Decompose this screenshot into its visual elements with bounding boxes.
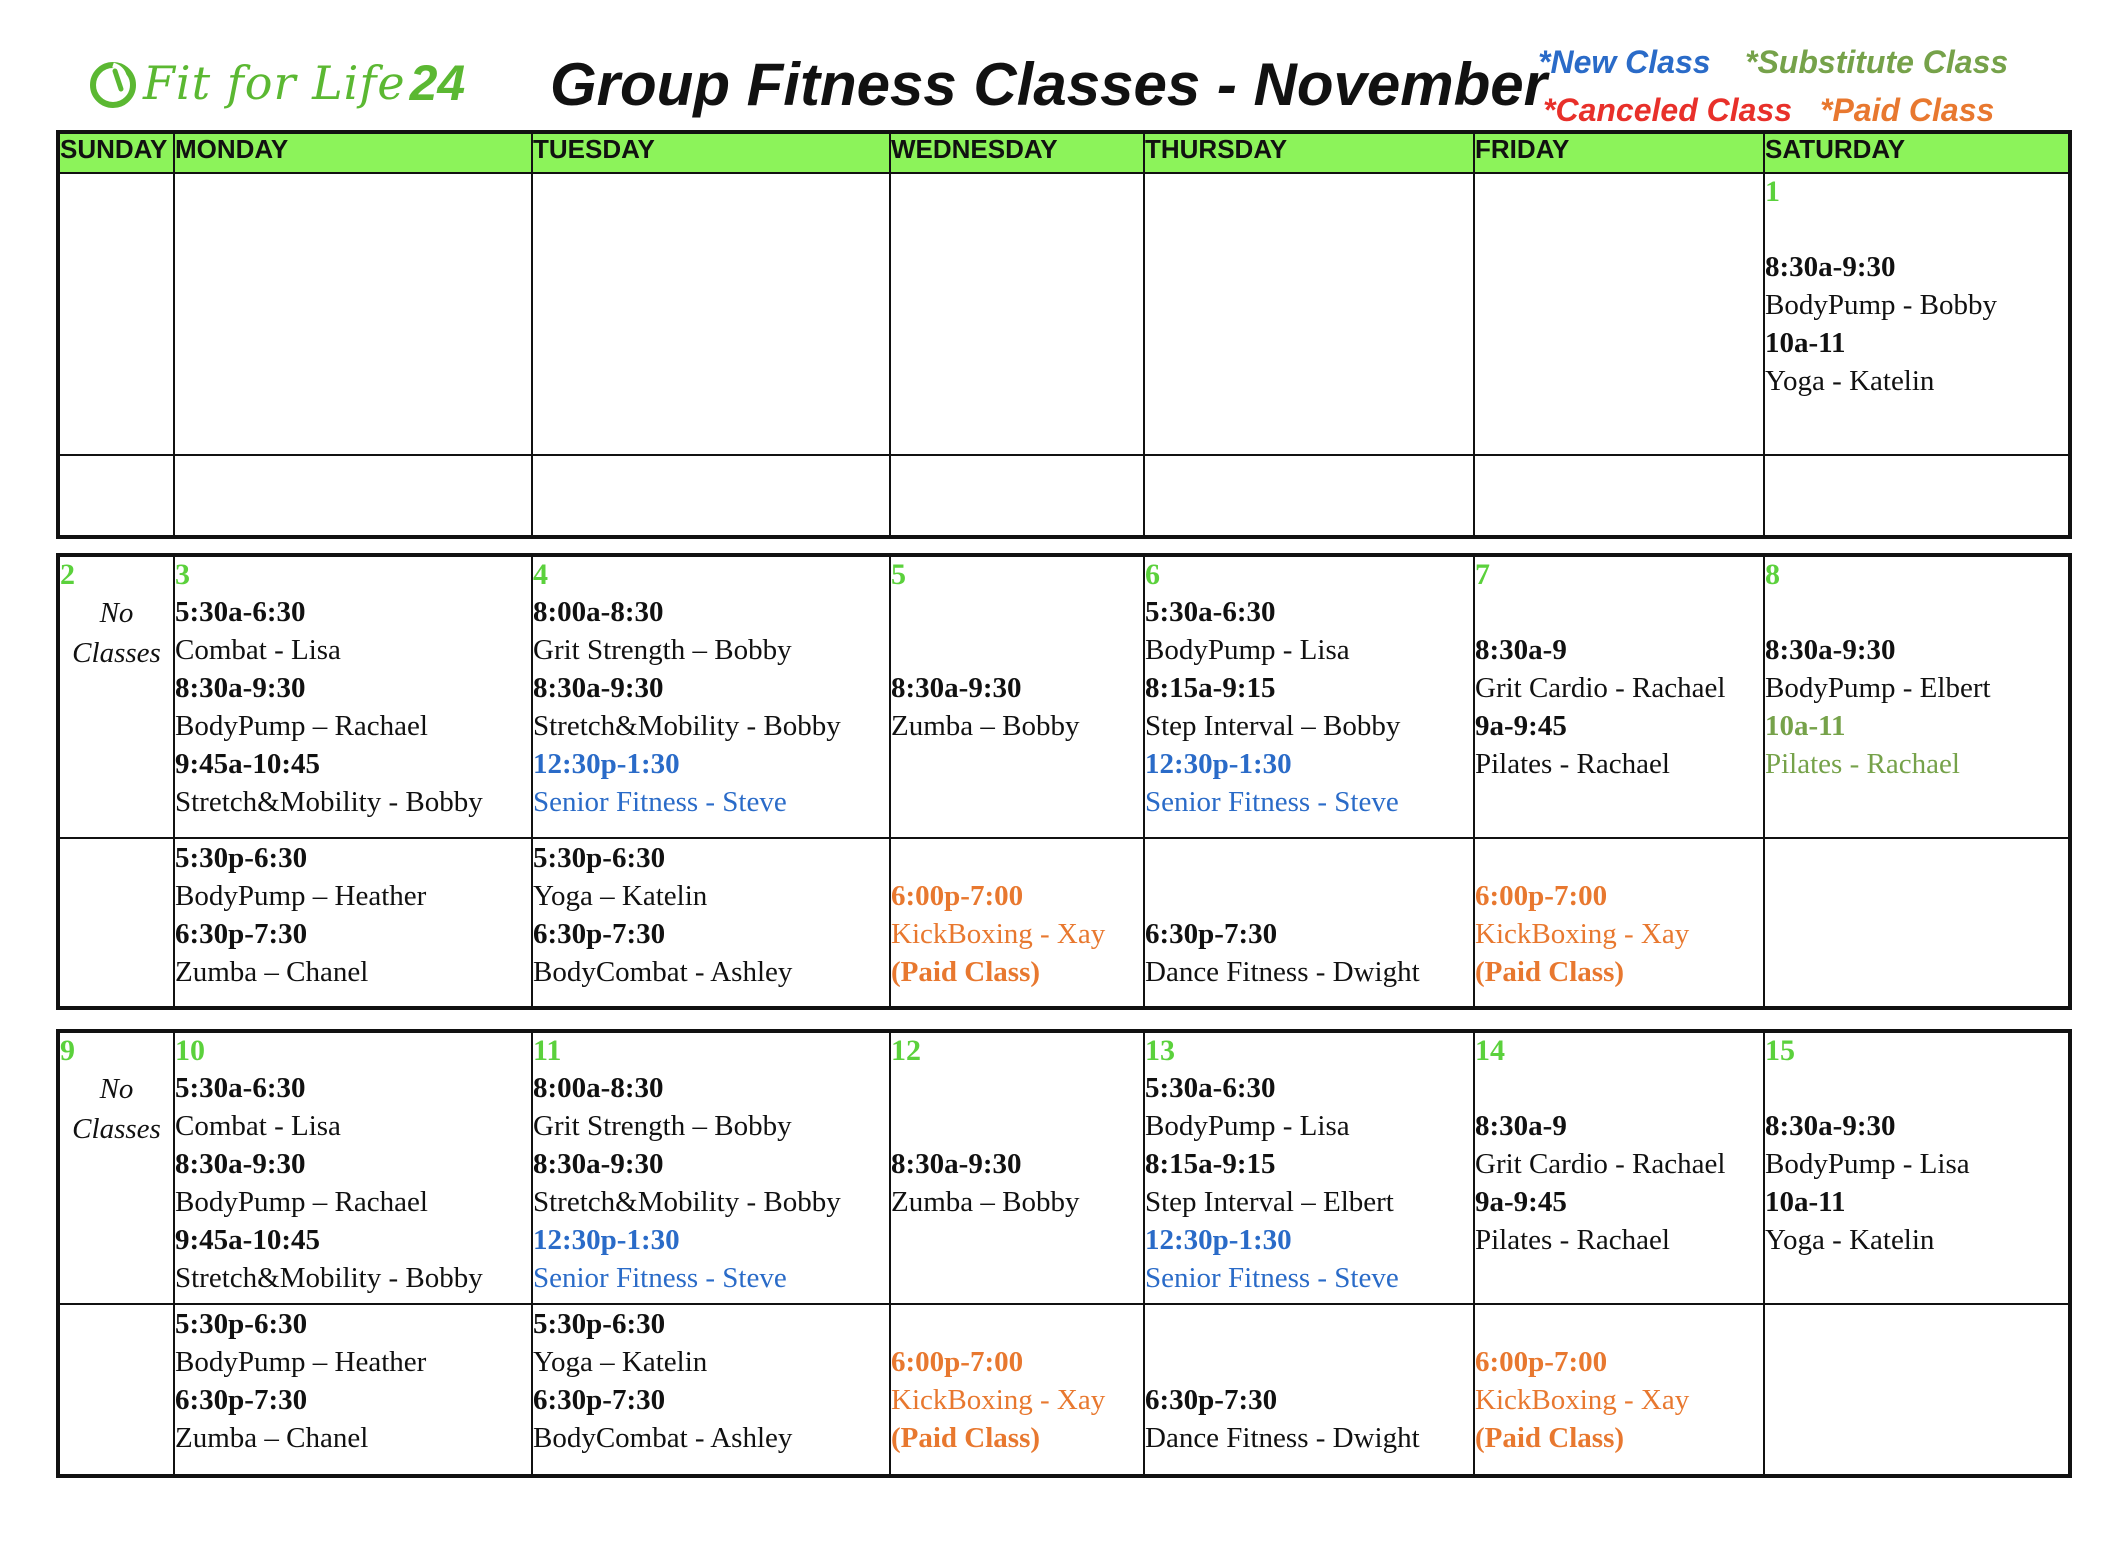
class-name: Zumba – Bobby xyxy=(891,710,1080,742)
week-1-morning-row xyxy=(58,173,2070,455)
class-name: Grit Cardio - Rachael xyxy=(1475,672,1726,704)
day-cell-nov-11 xyxy=(532,1031,890,1304)
class-time: 8:15a-9:15 xyxy=(1145,1148,1276,1180)
class-time: 9:45a-10:45 xyxy=(175,1224,320,1256)
no-classes-note: No Classes xyxy=(72,597,161,669)
class-time: 6:30p-7:30 xyxy=(175,918,308,950)
class-name: Zumba – Chanel xyxy=(175,1422,369,1454)
class-name: Grit Cardio - Rachael xyxy=(1475,1148,1726,1180)
day-cell-nov-9 xyxy=(58,1031,174,1304)
class-name: Zumba – Bobby xyxy=(891,1186,1080,1218)
class-name: BodyCombat - Ashley xyxy=(533,956,793,988)
class-name: KickBoxing - Xay xyxy=(1475,918,1690,950)
date-number: 11 xyxy=(533,1034,562,1067)
class-name: Combat - Lisa xyxy=(175,1110,341,1142)
header-wednesday: WEDNESDAY xyxy=(890,132,1144,173)
class-name: BodyCombat - Ashley xyxy=(533,1422,793,1454)
class-name: BodyPump – Heather xyxy=(175,880,427,912)
day-cell-nov-6 xyxy=(1144,555,1474,838)
date-number: 12 xyxy=(891,1034,921,1067)
header-sunday: SUNDAY xyxy=(58,132,174,173)
header-monday: MONDAY xyxy=(174,132,532,173)
evening-cell-nov-7 xyxy=(1474,838,1764,1008)
class-time: 6:00p-7:00 xyxy=(1475,1346,1608,1378)
page-title: Group Fitness Classes - November xyxy=(550,51,1547,118)
class-name: Senior Fitness - Steve xyxy=(1145,1262,1399,1294)
class-name: Combat - Lisa xyxy=(175,634,341,666)
class-time: 6:00p-7:00 xyxy=(891,880,1024,912)
day-cell-nov-12 xyxy=(890,1031,1144,1304)
class-time: 9a-9:45 xyxy=(1475,1186,1567,1218)
logo-number: 24 xyxy=(409,55,466,111)
class-name: BodyPump – Heather xyxy=(175,1346,427,1378)
date-number: 4 xyxy=(533,558,548,591)
evening-cell-nov-6 xyxy=(1144,838,1474,1008)
day-cell xyxy=(58,173,174,455)
page-header xyxy=(0,0,2128,130)
day-cell-nov-5 xyxy=(890,555,1144,838)
class-name: Pilates - Rachael xyxy=(1765,748,1960,780)
class-name: KickBoxing - Xay xyxy=(891,918,1106,950)
date-number: 3 xyxy=(175,558,190,591)
date-number: 13 xyxy=(1145,1034,1175,1067)
header-thursday: THURSDAY xyxy=(1144,132,1474,173)
class-time: 6:30p-7:30 xyxy=(1145,1384,1278,1416)
class-time: 5:30a-6:30 xyxy=(175,1072,306,1104)
day-cell-nov-3 xyxy=(174,555,532,838)
class-time: 12:30p-1:30 xyxy=(533,1224,680,1256)
day-cell-nov-7 xyxy=(1474,555,1764,838)
date-number: 10 xyxy=(175,1034,205,1067)
class-time: 8:00a-8:30 xyxy=(533,1072,664,1104)
class-time: 8:30a-9:30 xyxy=(891,1148,1022,1180)
day-cell-nov-2 xyxy=(58,555,174,838)
class-time: 5:30a-6:30 xyxy=(1145,1072,1276,1104)
class-name: Yoga - Katelin xyxy=(1765,365,1935,397)
class-name: Dance Fitness - Dwight xyxy=(1145,1422,1420,1454)
class-name: Yoga - Katelin xyxy=(1765,1224,1935,1256)
logo xyxy=(85,48,465,118)
class-name: Senior Fitness - Steve xyxy=(1145,786,1399,818)
evening-cell-nov-4 xyxy=(532,838,890,1008)
class-name: Stretch&Mobility - Bobby xyxy=(175,786,483,818)
class-name: Yoga – Katelin xyxy=(533,880,708,912)
class-time: 5:30a-6:30 xyxy=(175,596,306,628)
class-name: BodyPump - Lisa xyxy=(1765,1148,1970,1180)
evening-cell-nov-11 xyxy=(532,1304,890,1476)
day-cell-nov-8 xyxy=(1764,555,2070,838)
week-1-evening-row xyxy=(58,455,2070,537)
week-3-table xyxy=(56,1029,2072,1478)
class-name: Zumba – Chanel xyxy=(175,956,369,988)
class-time: 6:30p-7:30 xyxy=(1145,918,1278,950)
class-time: 9a-9:45 xyxy=(1475,710,1567,742)
paid-class-note: (Paid Class) xyxy=(891,1422,1041,1454)
class-name: Step Interval – Bobby xyxy=(1145,710,1401,742)
header-tuesday: TUESDAY xyxy=(532,132,890,173)
class-time: 10a-11 xyxy=(1765,327,1846,359)
class-time: 8:30a-9:30 xyxy=(1765,1110,1896,1142)
class-name: KickBoxing - Xay xyxy=(891,1384,1106,1416)
class-time: 8:30a-9:30 xyxy=(533,1148,664,1180)
class-time: 5:30a-6:30 xyxy=(1145,596,1276,628)
class-time: 6:00p-7:00 xyxy=(891,1346,1024,1378)
class-time: 6:30p-7:30 xyxy=(533,1384,666,1416)
class-name: Step Interval – Elbert xyxy=(1145,1186,1394,1218)
date-number: 7 xyxy=(1475,558,1490,591)
date-number: 15 xyxy=(1765,1034,1795,1067)
class-time: 12:30p-1:30 xyxy=(1145,1224,1292,1256)
class-name: Senior Fitness - Steve xyxy=(533,786,787,818)
class-time: 6:30p-7:30 xyxy=(533,918,666,950)
date-number: 8 xyxy=(1765,558,1780,591)
class-name: Stretch&Mobility - Bobby xyxy=(175,1262,483,1294)
day-cell xyxy=(174,173,532,455)
class-time: 8:30a-9:30 xyxy=(175,1148,306,1180)
class-name: Dance Fitness - Dwight xyxy=(1145,956,1420,988)
legend-paid-class: *Paid Class xyxy=(1820,92,1995,128)
class-name: BodyPump - Elbert xyxy=(1765,672,1991,704)
class-time: 10a-11 xyxy=(1765,1186,1846,1218)
class-name: BodyPump - Lisa xyxy=(1145,634,1350,666)
day-cell xyxy=(1764,838,2070,1008)
day-cell xyxy=(890,173,1144,455)
day-cell xyxy=(532,173,890,455)
class-name: Grit Strength – Bobby xyxy=(533,634,792,666)
class-time: 8:30a-9 xyxy=(1475,1110,1567,1142)
evening-cell-nov-3 xyxy=(174,838,532,1008)
header-saturday: SATURDAY xyxy=(1764,132,2070,173)
legend-substitute-class: *Substitute Class xyxy=(1745,44,2009,80)
class-name: BodyPump - Lisa xyxy=(1145,1110,1350,1142)
class-time: 5:30p-6:30 xyxy=(175,1308,308,1340)
logo-swirl-icon xyxy=(85,55,141,111)
class-time: 8:30a-9:30 xyxy=(1765,634,1896,666)
week-3-evening-row xyxy=(58,1304,2070,1476)
date-number: 1 xyxy=(1765,175,1780,208)
class-time: 8:15a-9:15 xyxy=(1145,672,1276,704)
evening-cell-nov-5 xyxy=(890,838,1144,1008)
no-classes-note: No Classes xyxy=(72,1073,161,1145)
header-friday: FRIDAY xyxy=(1474,132,1764,173)
day-cell-nov-15 xyxy=(1764,1031,2070,1304)
day-cell-nov-4 xyxy=(532,555,890,838)
date-number: 6 xyxy=(1145,558,1160,591)
date-number: 2 xyxy=(60,558,75,591)
class-name: Grit Strength – Bobby xyxy=(533,1110,792,1142)
week-2-morning-row xyxy=(58,555,2070,838)
class-time: 6:00p-7:00 xyxy=(1475,880,1608,912)
day-cell xyxy=(58,1304,174,1476)
class-time: 5:30p-6:30 xyxy=(533,842,666,874)
class-time: 12:30p-1:30 xyxy=(1145,748,1292,780)
legend-new-class: *New Class xyxy=(1538,44,1711,80)
week-2-table xyxy=(56,553,2072,1010)
week-2-evening-row xyxy=(58,838,2070,1008)
class-name: BodyPump - Bobby xyxy=(1765,289,1998,321)
legend-canceled-class: *Canceled Class xyxy=(1543,92,1793,128)
class-name: KickBoxing - Xay xyxy=(1475,1384,1690,1416)
day-cell-nov-10 xyxy=(174,1031,532,1304)
class-time: 8:30a-9:30 xyxy=(175,672,306,704)
class-name: Yoga – Katelin xyxy=(533,1346,708,1378)
evening-cell-nov-12 xyxy=(890,1304,1144,1476)
class-time: 8:30a-9:30 xyxy=(891,672,1022,704)
class-time: 8:30a-9:30 xyxy=(1765,251,1896,283)
week-3-morning-row xyxy=(58,1031,2070,1304)
class-name: Stretch&Mobility - Bobby xyxy=(533,710,841,742)
day-cell xyxy=(1764,1304,2070,1476)
class-time: 8:00a-8:30 xyxy=(533,596,664,628)
day-cell xyxy=(58,838,174,1008)
date-number: 14 xyxy=(1475,1034,1505,1067)
class-name: Pilates - Rachael xyxy=(1475,1224,1670,1256)
class-time: 6:30p-7:30 xyxy=(175,1384,308,1416)
paid-class-note: (Paid Class) xyxy=(891,956,1041,988)
day-cell-nov-1 xyxy=(1764,173,2070,455)
day-cell-nov-13 xyxy=(1144,1031,1474,1304)
paid-class-note: (Paid Class) xyxy=(1475,956,1625,988)
date-number: 9 xyxy=(60,1034,75,1067)
class-time: 8:30a-9 xyxy=(1475,634,1567,666)
logo-text: Fit for Life xyxy=(143,56,406,110)
week-1-table xyxy=(56,130,2072,539)
class-name: Stretch&Mobility - Bobby xyxy=(533,1186,841,1218)
class-time: 9:45a-10:45 xyxy=(175,748,320,780)
evening-cell-nov-14 xyxy=(1474,1304,1764,1476)
class-time: 5:30p-6:30 xyxy=(175,842,308,874)
weekday-header-row xyxy=(58,132,2070,173)
class-name: Pilates - Rachael xyxy=(1475,748,1670,780)
date-number: 5 xyxy=(891,558,906,591)
paid-class-note: (Paid Class) xyxy=(1475,1422,1625,1454)
class-time: 8:30a-9:30 xyxy=(533,672,664,704)
evening-cell-nov-13 xyxy=(1144,1304,1474,1476)
class-time: 10a-11 xyxy=(1765,710,1846,742)
class-name: BodyPump – Rachael xyxy=(175,1186,428,1218)
class-time: 5:30p-6:30 xyxy=(533,1308,666,1340)
class-name: Senior Fitness - Steve xyxy=(533,1262,787,1294)
day-cell xyxy=(1144,173,1474,455)
day-cell-nov-14 xyxy=(1474,1031,1764,1304)
day-cell xyxy=(1474,173,1764,455)
class-time: 12:30p-1:30 xyxy=(533,748,680,780)
evening-cell-nov-10 xyxy=(174,1304,532,1476)
class-name: BodyPump – Rachael xyxy=(175,710,428,742)
